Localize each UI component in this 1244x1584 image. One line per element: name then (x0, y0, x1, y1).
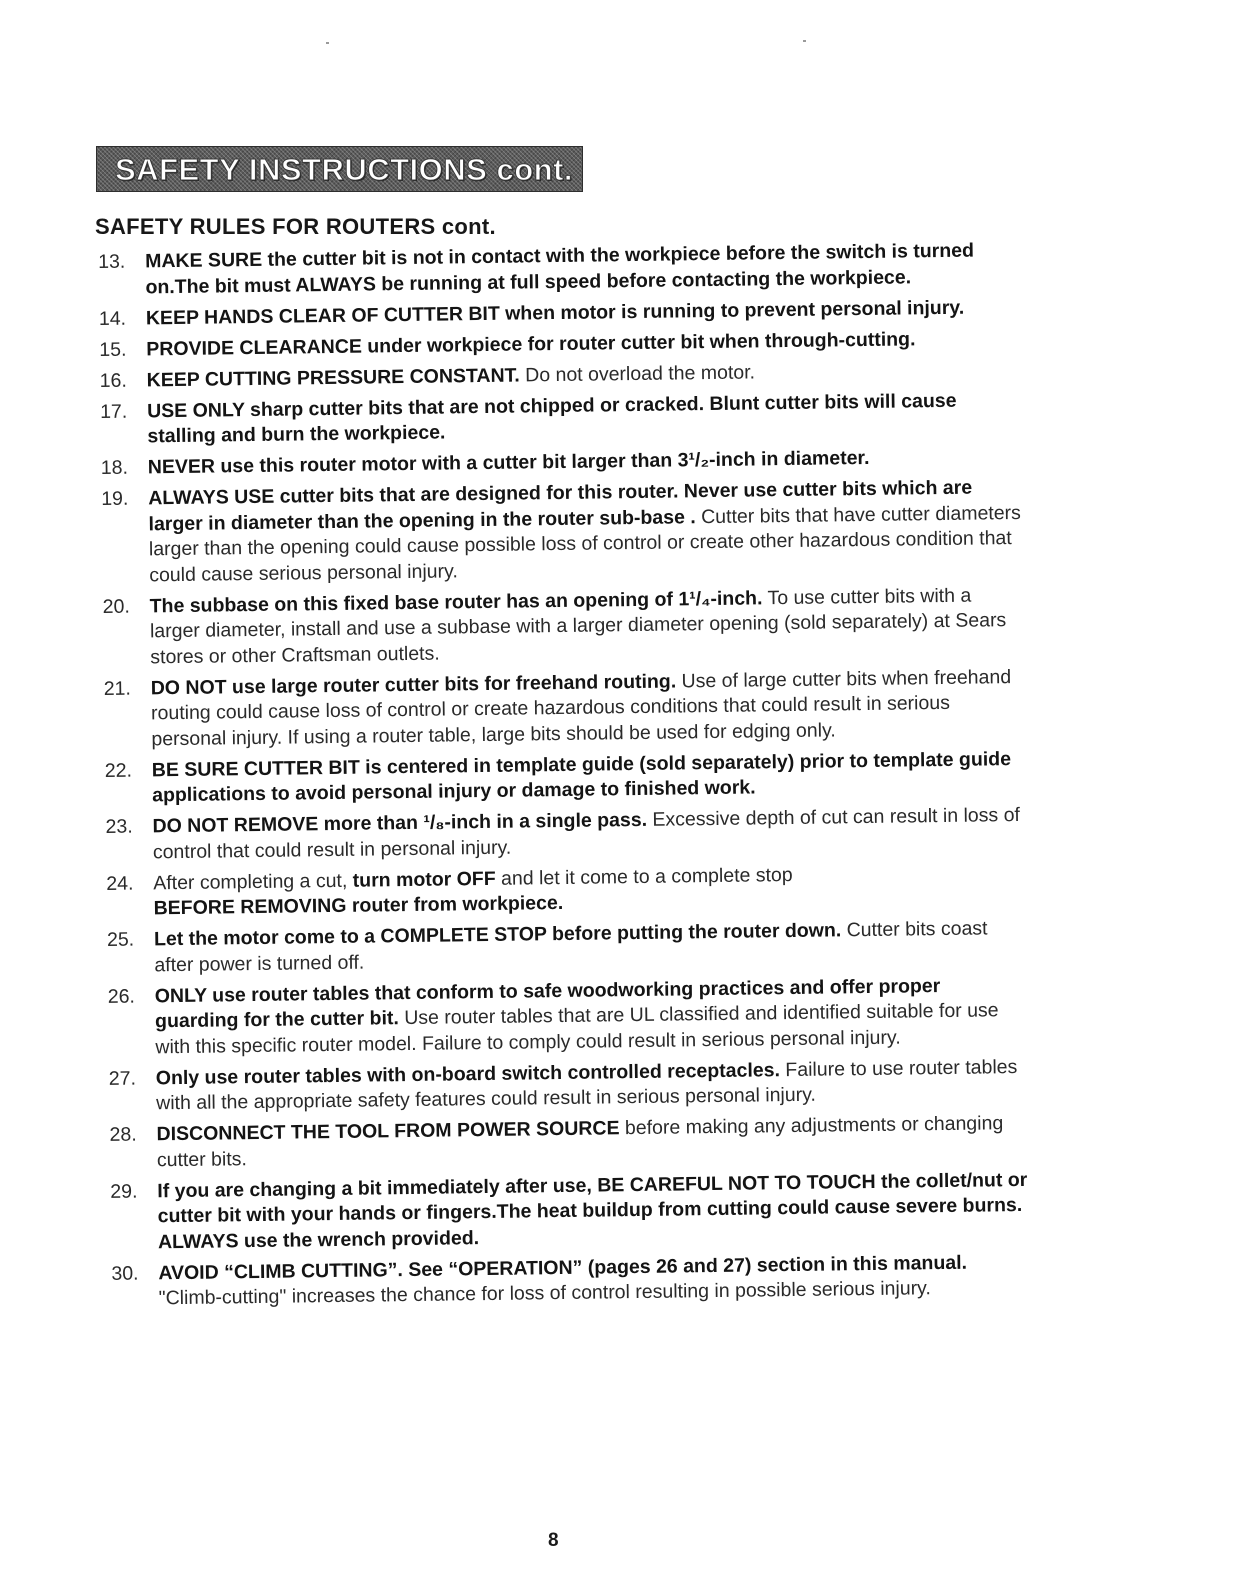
rule-item (109, 1054, 1030, 1117)
rule-normal-text: Use router tables that are UL classified and identified suitable for use with this specific router model. Failure to comply could result in serious personal injury. (155, 999, 999, 1058)
rule-item (107, 916, 1028, 979)
rule-item (105, 746, 1026, 809)
rule-normal-text: Do not overload the motor. (525, 360, 756, 386)
rule-number: 15. (99, 338, 127, 361)
rule-bold-text: turn motor OFF (352, 867, 496, 892)
rule-normal-text: Excessive depth of cut can result in loss of control that could result in personal injury. (152, 803, 1021, 863)
rule-number: 29. (110, 1180, 138, 1203)
rule-number: 26. (107, 985, 136, 1008)
rule-bold-text: ALWAYS USE cutter bits that are designed for this router. Never use cutter bits which are larger in diameter than the opening in the router sub-base . (148, 476, 973, 535)
rule-normal-text: and let it come to a complete stop (500, 863, 793, 890)
rule-bold-text: AVOID “CLIMB CUTTING”. See “OPERATION” (pages 26 and 27) section in this manual. (158, 1251, 968, 1284)
rule-item (109, 1111, 1030, 1174)
rule-number: 24. (106, 872, 134, 895)
rule-number: 18. (100, 456, 129, 479)
rule-number: 19. (101, 487, 129, 510)
rule-item (106, 859, 1027, 922)
rule-number: 21. (103, 677, 131, 700)
rule-normal-text: After completing a cut, (153, 869, 348, 894)
rule-item (103, 582, 1024, 671)
section-title: SAFETY RULES FOR ROUTERS cont. (95, 214, 496, 239)
rule-number: 16. (99, 369, 127, 392)
rule-number: 28. (109, 1123, 137, 1146)
rule-bold-text: USE ONLY sharp cutter bits that are not chipped or cracked. Blunt cutter bits will cause stalling and burn the workpiece. (146, 389, 957, 448)
rule-bold-text: BEFORE REMOVING router from workpiece. (153, 891, 564, 920)
rule-item (111, 1249, 1032, 1312)
rule-normal-text: Use of large cutter bits when freehand routing could cause loss of control or create hazardous conditions that could result in serious personal injury. If using a router table, large bits should be used for edging only. (150, 665, 1012, 750)
rule-number: 23. (105, 815, 133, 838)
rule-number: 27. (108, 1067, 137, 1090)
rule-bold-text: The subbase on this fixed base router has an opening of 1¹/₄-inch. (149, 586, 763, 617)
banner-title: SAFETY INSTRUCTIONS cont. (115, 152, 574, 187)
rule-number: 13. (98, 250, 126, 273)
section-banner (96, 146, 583, 192)
rule-bold-text: NEVER use this router motor with a cutter bit larger than 3¹/₂-inch in diameter. (147, 446, 870, 479)
rule-bold-text: DISCONNECT THE TOOL FROM POWER SOURCE (156, 1117, 620, 1146)
scan-speck (326, 42, 329, 44)
rule-bold-text: If you are changing a bit immediately after use, BE CAREFUL NOT TO TOUCH the collet/nut or cutter bit with your hands or fingers.The heat buildup from cutting could cause severe burns. ALWAYS use the wrench provided. (157, 1168, 1028, 1253)
safety-rules-list (98, 238, 1032, 1318)
rule-number: 20. (102, 595, 130, 618)
rule-item (110, 1167, 1031, 1256)
rule-bold-text: PROVIDE CLEARANCE under workpiece for router cutter bit when through-cutting. (146, 327, 916, 360)
rule-item (105, 803, 1026, 866)
rule-bold-text: DO NOT use large router cutter bits for freehand routing. (150, 669, 677, 699)
rule-bold-text: KEEP CUTTING PRESSURE CONSTANT. (146, 363, 520, 391)
rule-normal-text: before making any adjustments or changing cutter bits. (156, 1112, 1004, 1171)
rule-bold-text: Only use router tables with on-board switch controlled receptacles. (155, 1058, 781, 1089)
rule-bold-text: BE SURE CUTTER BIT is centered in template guide (sold separately) prior to template guide applications to avoid personal injury or damage to finished work. (151, 747, 1012, 807)
rule-number: 22. (104, 759, 133, 782)
rule-normal-text: Failure to use router tables with all the appropriate safety features could result in serious personal injury. (156, 1055, 1018, 1115)
rule-number: 25. (106, 928, 135, 951)
rule-item (108, 972, 1029, 1061)
rule-number: 17. (99, 400, 128, 423)
rule-item (98, 238, 1019, 301)
rule-item (100, 387, 1021, 450)
rule-normal-text: Cutter bits that have cutter diameters larger than the opening could cause possible loss of control or create other hazardous condition that could cause serious personal injury. (148, 501, 1021, 586)
rule-bold-text: KEEP HANDS CLEAR OF CUTTER BIT when motor is running to prevent personal injury. (145, 296, 965, 329)
rule-normal-text: To use cutter bits with a larger diameter, install and use a subbase with a larger diameter opening (sold separately) at Sears stores or other Craftsman outlets. (149, 584, 1007, 668)
rule-normal-text: Cutter bits coast after power is turned off. (154, 917, 988, 976)
rule-bold-text: ONLY use router tables that conform to safe woodworking practices and offer proper guarding for the cutter bit. (154, 974, 941, 1033)
rule-item (104, 664, 1025, 753)
rule-normal-text: "Climb-cutting" increases the chance for loss of control resulting in possible serious injury. (158, 1277, 931, 1310)
rule-bold-text: Let the motor come to a COMPLETE STOP before putting the router down. (153, 919, 842, 951)
rule-item (101, 475, 1022, 589)
page-number: 8 (548, 1530, 559, 1551)
rule-bold-text: MAKE SURE the cutter bit is not in contact with the workpiece before the switch is turned on.The bit must ALWAYS be running at full speed before contacting the workpiece. (145, 239, 975, 298)
rule-number: 30. (111, 1262, 139, 1285)
scan-speck (803, 40, 806, 42)
rule-bold-text: DO NOT REMOVE more than ¹/₈-inch in a single pass. (152, 808, 648, 838)
rule-number: 14. (98, 307, 127, 330)
